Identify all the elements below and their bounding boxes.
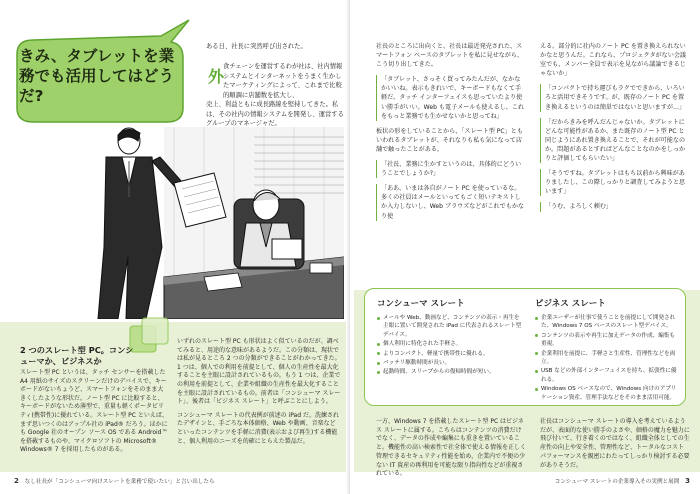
intro-lead: 食チェーンを運営するわが社は、社内情報システムとインターネットをうまく生かしたマーケティングによって、これまで比較的順調に店舗数を拡大し、 (223, 63, 343, 99)
dialogue-quote: 「ああ、いまは各自がノート PC を使っているな。多くの社員はメールといってもごく短いテキストしか入力しないし、Web ブラウズなどがこれでもかなり使 (376, 184, 526, 220)
right-body-column-1: 一方、Windows 7 を搭載したスレート型 PC はビジネス スレートに属する。こちらはコンテンツの消費だけでなく、データの作成や編集にも重きを置いていること。機能性の高い検索性で社全体で使える情報を正しく管理できるセキュリティ性能を始め、企業内で不便の少ない IT 資産の再利用を可能な限り指向性などが重視されている。 (376, 418, 527, 478)
right-column-1 (376, 42, 526, 227)
manga-illustration (14, 127, 344, 319)
page-number: 2 (14, 477, 19, 485)
business-slate-title: ビジネス スレート (535, 299, 606, 309)
dialogue-quote: 「コンパクトで持ち運びもラクでできから、いろいろと活用できそうです。が、既存のノート PC を置き換えるというのは簡単ではないと思いますが…」 (540, 84, 690, 111)
business-slate-list (535, 314, 679, 403)
right-folio (555, 477, 690, 485)
comparison-box (364, 288, 686, 406)
page-number: 3 (685, 477, 690, 485)
list-item: バッテリ駆動時間が長い。 (377, 359, 525, 367)
list-item: Windows OS ベースなので、Windows 向けのアプリケーション資産、管理手法などをそのまま活用可能。 (535, 385, 679, 402)
right-column-2 (540, 42, 690, 218)
list-item: コンテンツの表示や再生に加えデータの作成、編集も重視。 (535, 332, 679, 349)
body-column-2 (177, 338, 341, 451)
intro-line (206, 42, 344, 53)
dialogue-paragraph: える。部分的に社内のノート PC を置き換えられないかなと思うんだ。これなら、プロジェクタがない会議室でも、メンバー全員で表示を見ながら議論できるじゃないか」 (540, 43, 687, 78)
dialogue-paragraph: 板状の形をしていることから、「スレート型 PC」ともいわれるタブレットが、それなりも私も気になって店舗で触ったことがある。 (376, 127, 523, 153)
list-item: 個人利用に特化された手軽さ。 (377, 340, 525, 348)
body-paragraph: いずれのスレート型 PC も形状はよく似ているのだが、調べてみると、用途的な意味があるようだ。この分類は、現状では私が見るところ 2 つの分類ができることがわかってきた。1 つは、個人での利用を前提として、個人の生産性を最大化することを主眼に設計されているもの。もう 1 つは、企業での利用を前提として、企業や組織の生産性を最大化することを主眼に設計されているもの。前者は「コンシューマ スレート」、後者は「ビジネス スレート」と呼ぶことにしよう。 (177, 338, 341, 406)
section-heading: 2 つのスレート型 PC。コンシューマか、ビジネスか (20, 345, 134, 366)
intro-sentence: ある日、社長に突然呼び出された。 (206, 43, 307, 50)
list-item: USB などの外部インターフェイスを持ち、拡張性に優れる。 (535, 367, 679, 384)
list-item: 企業利用を前提に、手軽さと生産性、管理性などを両立。 (535, 350, 679, 367)
dialogue-quote: 「そうですね。タブレットはもち以前から興味がありましたし、この際しっかりと調査してみようと思います」 (540, 169, 690, 196)
drop-cap: 外 (208, 67, 225, 86)
consumer-slate-title: コンシューマ スレート (377, 299, 465, 309)
bubble-title: きみ、タブレットを業務でも活用してはどうだ? (19, 47, 175, 105)
list-item: よりコンパクト、軽量で携帯性に優れる。 (377, 350, 525, 358)
title-bubble (3, 18, 193, 126)
dialogue-quote: 「タブレット、さっそく買ってみたんだが、なかなかいいね。表示もきれいで、キーボードもなくて手軽だ。タッチ インターフェイスも思っていたより使い勝手がいい。Web も電子メールも使えるし、これをもっと業務でも生かせないかと思ってね」 (376, 75, 526, 120)
dialogue-quote: 「社長、業務に生かすというのは、具体的にどういうことでしょうか?」 (376, 160, 526, 178)
office-scene-image (14, 127, 344, 319)
dialogue-paragraph: 社長のところに出向くと、社長は最近発売された、スマートフォン ベースのタブレットを私に見せながら、こう切り出してきた。 (376, 43, 524, 69)
intro-rest: 売上、利益ともに成長路線を堅持してきた。私は、その社内の情報システムを開発し、運営するグループのマネージャだ。 (206, 101, 344, 128)
left-folio (14, 477, 215, 485)
right-page (350, 0, 700, 494)
body-column-1: スレート型 PC というは、タッチ センサーを搭載した A4 用紙のサイズのスクリーンだけのデバイスで、キーボードがないちょうど、スマートフォンをそのまま大きくしたような形状だ。ノート型 PC に比較すると、キーボードがないため薄型で、重量も軽くポータビリティ(携帯性)に優れている。スレート型 PC といえば、まず思いつくのはアップル社の iPad® だろう。ほかにも Google 社のオープン ソース OS である Android™ を搭載するものや、マイクロソフトの Microsoft® Windows® 7 を採用したものがある。 (20, 369, 168, 454)
running-head: なし社長が「コンシューマ向けスレートを業務で使いたい」と言い出したら (24, 479, 215, 485)
dialogue-quote: 「だからきみを呼んだんじゃないか。タブレットにどんな可能性があるか、また既存のノート型 PC と同じようにあれ置き換えることで、それが可能なのか。問題があるとすればどんなことなのかをしっかりと評価してもらいたい」 (540, 118, 690, 163)
consumer-slate-list (377, 314, 525, 378)
dialogue-quote: 「うむ、よろしく頼む」 (540, 202, 690, 211)
running-head: コンシューマ スレートの企業導入その実例と展開 (554, 479, 680, 485)
list-item: メールや Web、動画など、コンテンツの表示・再生を主眼に置いて開発された iPad に代表されるスレート型デバイス。 (377, 314, 525, 339)
list-item: 起動時間、スリープからの復帰時間が短い。 (377, 368, 525, 376)
body-paragraph: コンシューマ スレートの代表例が前述の iPad だ。洗練されたデザインと、手ごろな本体価格、Web や動画、音楽などといったコンテンツを手軽に消費(表示および再生)する機能と、個人利用のニーズを的確にとらえた製品だ。 (177, 411, 339, 445)
list-item: 企業ユーザーが仕事で使うことを前提にして開発された、Windows 7 OS ベースのスレート型デバイス。 (535, 314, 679, 331)
right-body-column-2: 社長はコンシューマ スレートの導入を考えているようだが、表面的な使い勝手のよさや、価格の魔力を魅力に飛び付いて、行き着くのではなく、組織全体としての生産性の向上や安全性、管理性など、トータルなコスト パフォーマンスを親密にわたってしっかり検討する必要がありそうだ。 (540, 418, 690, 469)
